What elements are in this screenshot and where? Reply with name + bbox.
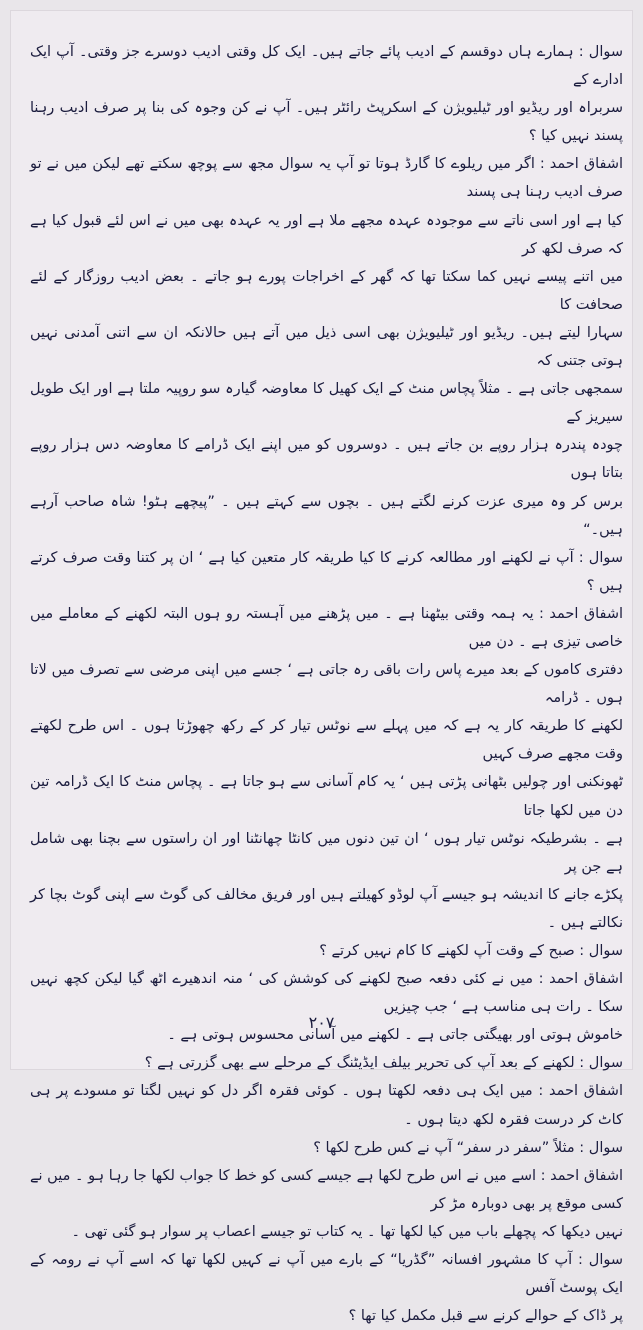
text-line: پر ڈاک کے حوالے کرنے سے قبل مکمل کیا تھا ؟ <box>348 1308 623 1325</box>
page-number: ۲۰۷ <box>308 1013 335 1032</box>
text-line: سربراہ اور ریڈیو اور ٹیلیویژن کے اسکرپٹ رائٹر ہیں۔ آپ نے کن وجوہ کی بنا پر صرف ادیب رہنا پسند نہیں کیا ؟ <box>30 100 623 145</box>
text-line: لکھنے کا طریقہ کار یہ ہے کہ میں پہلے سے نوٹس تیار کر کے رکھ چھوڑتا ہوں ۔ اس طرح لکھتے وقت مجھے صرف کہیں <box>30 718 623 763</box>
answer-line: اشفاق احمد : اگر میں ریلوے کا گارڈ ہوتا تو آپ یہ سوال مجھ سے پوچھ سکتے تھے لیکن میں نے تو صرف ادیب رہنا ہی پسند <box>30 156 623 201</box>
answer-line: اشفاق احمد : میں ایک ہی دفعہ لکھتا ہوں ۔ کوئی فقرہ اگر دل کو نہیں لگتا تو مسودے پر ہی کاٹ کر درست فقرہ لکھ دیتا ہوں ۔ <box>30 1083 623 1128</box>
text-line: پکڑے جانے کا اندیشہ ہو جیسے آپ لوڈو کھیلتے ہیں اور فریق مخالف کی گوٹ سے اپنی گوٹ بچا کر نکالتے ہیں ۔ <box>30 886 623 931</box>
text-line: برس کر وہ میری عزت کرنے لگتے ہیں ۔ بچوں سے کہتے ہیں ۔ ”پیچھے ہٹو! شاہ صاحب آرہے ہیں۔“ <box>30 493 623 538</box>
answer-line: اشفاق احمد : اسے میں نے اس طرح لکھا ہے جیسے کسی کو خط کا جواب لکھا جا رہا ہو ۔ میں نے کسی موقع پر بھی دوبارہ مڑ کر <box>30 1167 623 1212</box>
question-line: سوال : آپ کا مشہور افسانہ ”گڈریا“ کے بارے میں آپ نے کہیں لکھا تھا کہ اسے آپ نے رومہ کے ایک پوسٹ آفس <box>30 1252 623 1297</box>
interview-text <box>30 38 623 1330</box>
question-line: سوال : مثلاً ”سفر در سفر“ آپ نے کس طرح لکھا ؟ <box>313 1139 623 1156</box>
text-line: چودہ پندرہ ہزار روپے بن جاتے ہیں ۔ دوسروں کو میں اپنے ایک ڈرامے کا معاوضہ دس ہزار روپے بتاتا ہوں <box>30 437 623 482</box>
question-line: سوال : لکھنے کے بعد آپ کی تحریر بیلف ایڈیٹنگ کے مرحلے سے بھی گزرتی ہے ؟ <box>144 1055 623 1072</box>
question-line: سوال : صبح کے وقت آپ لکھنے کا کام نہیں کرتے ؟ <box>319 943 623 959</box>
text-line: نہیں دیکھا کہ پچھلے باب میں کیا لکھا تھا ۔ یہ کتاب تو جیسے اعصاب پر سوار ہو گئی تھی ۔ <box>71 1223 623 1240</box>
text-line: سمجھی جاتی ہے ۔ مثلاً پچاس منٹ کے ایک کھیل کا معاوضہ گیارہ سو روپیہ ملتا ہے اور ایک طویل سیریز کے <box>30 381 623 426</box>
text-line: میں اتنے پیسے نہیں کما سکتا تھا کہ گھر کے اخراجات پورے ہو جاتے ۔ بعض ادیب روزگار کے لئے صحافت کا <box>30 268 623 313</box>
answer-line: اشفاق احمد : میں نے کئی دفعہ صبح لکھنے کی کوشش کی ‘ منہ اندھیرے اٹھ گیا لیکن کچھ نہیں سکا ۔ رات ہی مناسب ہے ‘ جب چیزیں <box>30 971 623 1016</box>
question-line: سوال : آپ نے لکھنے اور مطالعہ کرنے کا کیا طریقہ کار متعین کیا ہے ‘ ان پر کتنا وقت صرف کرتے ہیں ؟ <box>30 549 623 594</box>
text-line: ٹھونکنی اور چولیں بٹھانی پڑتی ہیں ‘ یہ کام آسانی سے ہو جاتا ہے ۔ پچاس منٹ کا ایک ڈرامہ تین دن میں لکھا جاتا <box>30 774 623 819</box>
text-line: کیا ہے اور اسی ناتے سے موجودہ عہدہ مجھے ملا ہے اور یہ عہدہ بھی میں نے اس لئے قبول کیا ہے کہ صرف لکھ کر <box>30 212 623 257</box>
text-line: سہارا لیتے ہیں۔ ریڈیو اور ٹیلیویژن بھی اسی ذیل میں آتے ہیں حالانکہ ان سے اتنی آمدنی نہیں ہوتی جتنی کہ <box>30 324 623 370</box>
text-line: ہے ۔ بشرطیکہ نوٹس تیار ہوں ‘ ان تین دنوں میں کانٹا چھانٹنا اور ان راستوں سے بچنا بھی شامل ہے جن پر <box>30 830 623 875</box>
answer-line: اشفاق احمد : یہ ہمہ وقتی بیٹھنا ہے ۔ میں پڑھنے میں آہستہ رو ہوں البتہ لکھنے کے معاملے میں خاصی تیزی ہے ۔ دن میں <box>30 605 623 650</box>
text-line: دفتری کاموں کے بعد میرے پاس رات باقی رہ جاتی ہے ‘ جسے میں اپنی مرضی سے تصرف میں لاتا ہوں ۔ ڈرامہ <box>30 662 623 707</box>
text-line: خاموش ہوتی اور بھیگتی جاتی ہے ۔ لکھنے میں آسانی محسوس ہوتی ہے ۔ <box>167 1027 623 1044</box>
book-page <box>10 10 633 1325</box>
question-line: سوال : ہمارے ہاں دوقسم کے ادیب پائے جاتے ہیں۔ ایک کل وقتی ادیب دوسرے جز وقتی۔ آپ ایک ادارے کے <box>30 44 623 89</box>
